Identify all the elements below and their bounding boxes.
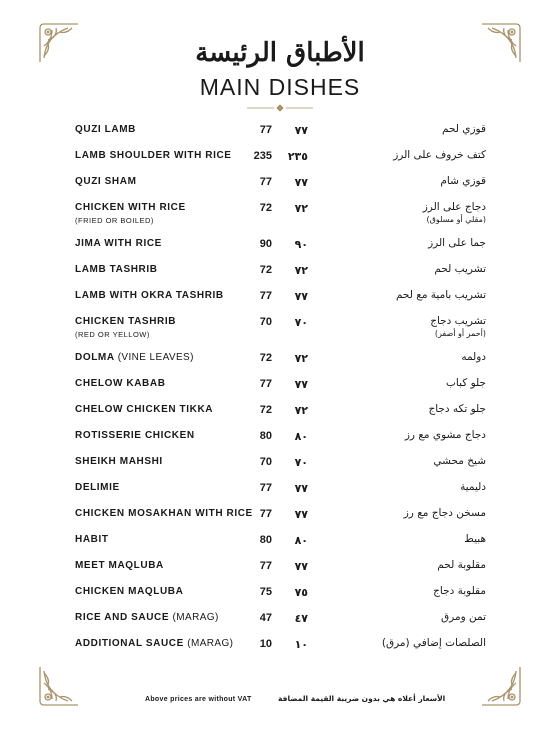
dish-name bbox=[75, 430, 195, 441]
price: 47 bbox=[259, 612, 272, 624]
price: 72 bbox=[259, 264, 272, 276]
dish-name-arabic: قوزي شام bbox=[440, 175, 486, 187]
menu-item bbox=[0, 264, 560, 288]
dish-name-text: HABIT bbox=[75, 534, 109, 545]
price: 77 bbox=[259, 482, 272, 494]
dish-name-arabic: مقلوبة لحم bbox=[437, 559, 486, 571]
corner-ornament-icon bbox=[480, 665, 522, 707]
price-arabic: ٧٥ bbox=[294, 586, 308, 599]
dish-name-extra: (MARAG) bbox=[172, 612, 219, 623]
menu-item bbox=[0, 456, 560, 480]
dish-name-text: ROTISSERIE CHICKEN bbox=[75, 430, 195, 441]
price: 10 bbox=[259, 638, 272, 650]
dish-name bbox=[75, 534, 109, 545]
dish-name-arabic: دجاج مشوي مع رز bbox=[404, 429, 486, 441]
price: 70 bbox=[259, 316, 272, 328]
dish-name-text: RICE AND SAUCE bbox=[75, 612, 170, 623]
dish-name-arabic: الصلصات إضافي (مرق) bbox=[381, 637, 486, 649]
price-arabic: ٤٧ bbox=[294, 612, 308, 625]
price-arabic: ٧٠ bbox=[294, 456, 308, 469]
price-arabic: ٧٧ bbox=[294, 176, 308, 189]
price: 90 bbox=[259, 238, 272, 250]
menu-item bbox=[0, 482, 560, 506]
dish-name-arabic: تشريب بامية مع لحم bbox=[395, 289, 486, 301]
dish-subtitle: (FRIED OR BOILED) bbox=[75, 216, 154, 225]
price-arabic: ٧٢ bbox=[294, 352, 308, 365]
menu-item bbox=[0, 638, 560, 662]
dish-name-arabic: دولمه bbox=[461, 351, 486, 363]
dish-name bbox=[75, 202, 186, 213]
dish-name bbox=[75, 456, 163, 467]
dish-name bbox=[75, 560, 164, 571]
dish-name-text: LAMB SHOULDER WITH RICE bbox=[75, 150, 232, 161]
dish-name bbox=[75, 176, 137, 187]
dish-name bbox=[75, 290, 224, 301]
menu-item bbox=[0, 316, 560, 340]
dish-name-arabic: هبيط bbox=[464, 533, 486, 545]
price: 235 bbox=[253, 150, 272, 162]
dish-name-arabic: تشريب لحم bbox=[434, 263, 486, 275]
dish-name-text: CHICKEN WITH RICE bbox=[75, 202, 186, 213]
dish-subtitle-arabic: (مقلي أو مسلوق) bbox=[426, 215, 486, 224]
dish-name-text: MEET MAQLUBA bbox=[75, 560, 164, 571]
dish-name bbox=[75, 586, 183, 597]
dish-name-text: LAMB WITH OKRA TASHRIB bbox=[75, 290, 224, 301]
dish-name-arabic: مقلوبة دجاج bbox=[433, 585, 486, 597]
price: 77 bbox=[259, 176, 272, 188]
menu-item bbox=[0, 534, 560, 558]
dish-name-text: CHICKEN MOSAKHAN WITH RICE bbox=[75, 508, 253, 519]
price: 72 bbox=[259, 404, 272, 416]
dish-name-text: DELIMIE bbox=[75, 482, 120, 493]
price-arabic: ٧٧ bbox=[294, 378, 308, 391]
dish-name-text: SHEIKH MAHSHI bbox=[75, 456, 163, 467]
price: 70 bbox=[259, 456, 272, 468]
price-arabic: ٧٢ bbox=[294, 264, 308, 277]
price-arabic: ٧٧ bbox=[294, 124, 308, 137]
dish-name-arabic: دجاج على الرز bbox=[422, 201, 486, 213]
menu-item bbox=[0, 150, 560, 174]
dish-name bbox=[75, 316, 176, 327]
menu-item bbox=[0, 352, 560, 376]
menu-item bbox=[0, 612, 560, 636]
dish-name-text: QUZI SHAM bbox=[75, 176, 137, 187]
dish-name bbox=[75, 638, 233, 649]
price-arabic: ٧٧ bbox=[294, 560, 308, 573]
price-arabic: ٨٠ bbox=[294, 430, 308, 443]
dish-name-arabic: شيخ محشي bbox=[433, 455, 486, 467]
dish-name-arabic: دليمية bbox=[460, 481, 486, 493]
price: 77 bbox=[259, 290, 272, 302]
page-title-arabic: الأطباق الرئيسة bbox=[195, 38, 365, 68]
dish-name bbox=[75, 378, 166, 389]
menu-item bbox=[0, 176, 560, 200]
price: 80 bbox=[259, 430, 272, 442]
dish-name bbox=[75, 150, 232, 161]
dish-name-arabic: قوزي لحم bbox=[441, 123, 486, 135]
title-divider-icon bbox=[245, 104, 315, 112]
dish-name-text: ADDITIONAL SAUCE bbox=[75, 638, 184, 649]
dish-name-text: CHICKEN TASHRIB bbox=[75, 316, 177, 327]
dish-name-arabic: جما على الرز bbox=[428, 237, 486, 249]
dish-subtitle: (RED OR YELLOW) bbox=[75, 330, 150, 339]
corner-ornament-icon bbox=[38, 665, 80, 707]
price-arabic: ٧٧ bbox=[294, 508, 308, 521]
dish-name-arabic: تشريب دجاج bbox=[430, 315, 486, 327]
dish-name-text: DOLMA bbox=[75, 352, 115, 363]
menu-item bbox=[0, 238, 560, 262]
price-arabic: ٧٢ bbox=[294, 202, 308, 215]
dish-name-arabic: جلو كباب bbox=[446, 377, 486, 389]
price-arabic: ٧٧ bbox=[294, 290, 308, 303]
price: 72 bbox=[259, 202, 272, 214]
menu-item bbox=[0, 124, 560, 148]
menu-item bbox=[0, 560, 560, 584]
price-arabic: ٨٠ bbox=[294, 534, 308, 547]
menu-item bbox=[0, 404, 560, 428]
menu-item bbox=[0, 290, 560, 314]
dish-name bbox=[75, 612, 219, 623]
menu-item bbox=[0, 586, 560, 610]
page-title: MAIN DISHES bbox=[199, 74, 361, 100]
price: 77 bbox=[259, 378, 272, 390]
price-arabic: ٢٣٥ bbox=[287, 150, 308, 163]
dish-name-arabic: جلو تكه دجاج bbox=[428, 403, 486, 415]
dish-name bbox=[75, 404, 213, 415]
dish-subtitle-arabic: (أحمر أو أصفر) bbox=[434, 329, 486, 338]
price-arabic: ٩٠ bbox=[294, 238, 308, 251]
price: 77 bbox=[259, 560, 272, 572]
dish-name-text: LAMB TASHRIB bbox=[75, 264, 158, 275]
dish-name-text: JIMA WITH RICE bbox=[75, 238, 162, 249]
price-arabic: ٧٢ bbox=[294, 404, 308, 417]
menu-item bbox=[0, 202, 560, 226]
dish-name bbox=[75, 352, 194, 363]
vat-note-arabic: الأسعار أعلاه هي بدون ضريبة القيمة المضافة bbox=[278, 694, 446, 703]
dish-name-text: QUZI LAMB bbox=[75, 124, 136, 135]
dish-name-arabic: مسخن دجاج مع رز bbox=[403, 507, 486, 519]
dish-name-extra: (MARAG) bbox=[187, 638, 234, 649]
price: 72 bbox=[259, 352, 272, 364]
dish-name bbox=[75, 124, 136, 135]
dish-name bbox=[75, 482, 120, 493]
dish-name-extra: (VINE LEAVES) bbox=[117, 352, 194, 363]
dish-name bbox=[75, 264, 158, 275]
price-arabic: ٧٧ bbox=[294, 482, 308, 495]
dish-name-text: CHICKEN MAQLUBA bbox=[75, 586, 184, 597]
dish-name-text: CHELOW KABAB bbox=[75, 378, 166, 389]
vat-note: Above prices are without VAT bbox=[145, 696, 252, 703]
menu-item bbox=[0, 508, 560, 532]
dish-name bbox=[75, 508, 253, 519]
dish-name-arabic: تمن ومرق bbox=[441, 611, 486, 623]
price: 77 bbox=[259, 508, 272, 520]
dish-name-arabic: كتف خروف على الرز bbox=[393, 149, 486, 161]
menu-item bbox=[0, 430, 560, 454]
menu-item bbox=[0, 378, 560, 402]
price-arabic: ١٠ bbox=[294, 638, 308, 651]
price-arabic: ٧٠ bbox=[294, 316, 308, 329]
price: 75 bbox=[259, 586, 272, 598]
dish-name-text: CHELOW CHICKEN TIKKA bbox=[75, 404, 214, 415]
price: 77 bbox=[259, 124, 272, 136]
dish-name bbox=[75, 238, 162, 249]
price: 80 bbox=[259, 534, 272, 546]
